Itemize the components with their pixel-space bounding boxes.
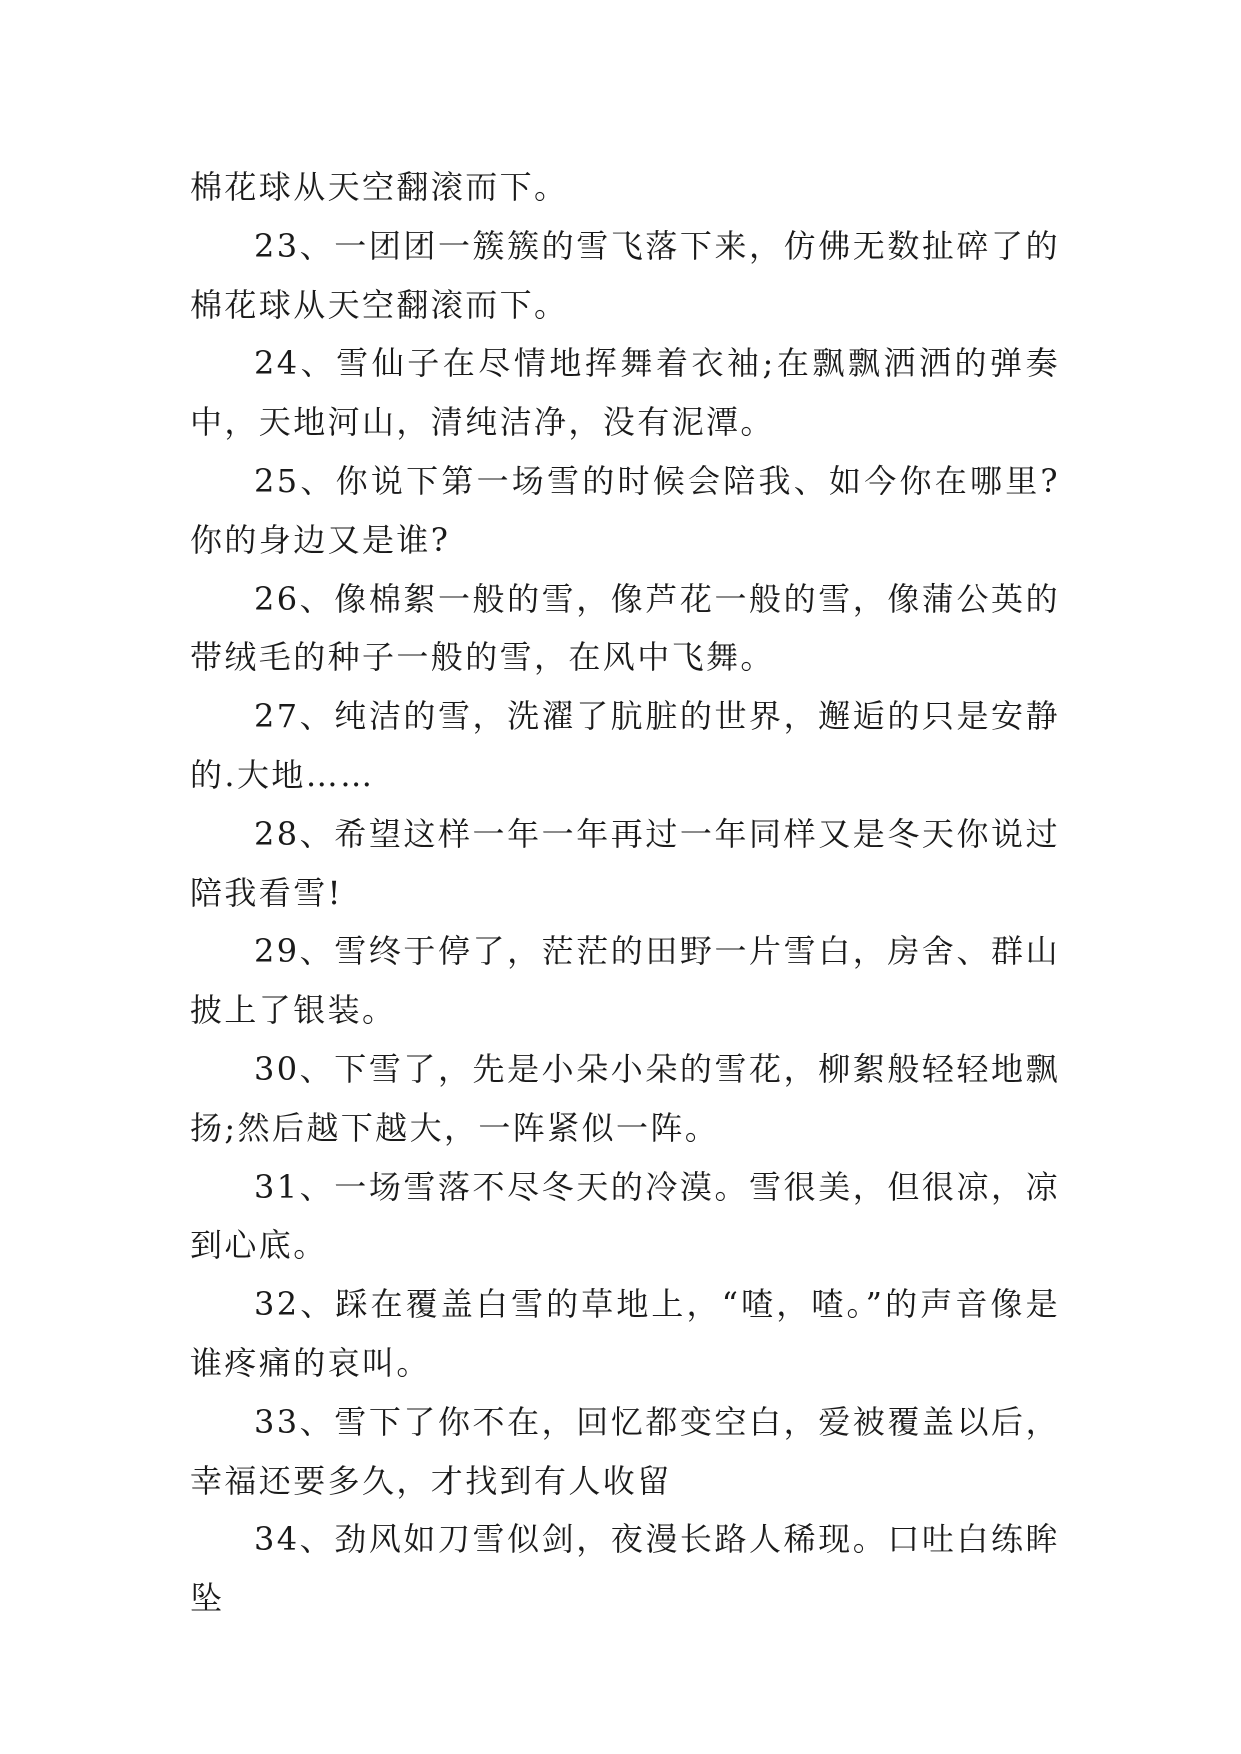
paragraph-33: 33、雪下了你不在，回忆都变空白，爱被覆盖以后，幸福还要多久，才找到有人收留 [190, 1402, 1060, 1500]
paragraph-23: 23、一团团一簇簇的雪飞落下来，仿佛无数扯碎了的棉花球从天空翻滚而下。 [190, 226, 1060, 324]
paragraph-24: 24、雪仙子在尽情地挥舞着衣袖;在飘飘洒洒的弹奏中，天地河山，清纯洁净，没有泥潭。 [190, 344, 1060, 442]
paragraph-28: 28、希望这样一年一年再过一年同样又是冬天你说过陪我看雪! [190, 814, 1060, 912]
paragraph-31: 31、一场雪落不尽冬天的冷漠。雪很美，但很凉，凉到心底。 [190, 1167, 1060, 1265]
paragraph-30: 30、下雪了，先是小朵小朵的雪花，柳絮般轻轻地飘扬;然后越下越大，一阵紧似一阵。 [190, 1049, 1060, 1147]
paragraph-29: 29、雪终于停了，茫茫的田野一片雪白，房舍、群山披上了银装。 [190, 932, 1060, 1030]
paragraph-27: 27、纯洁的雪，洗濯了肮脏的世界，邂逅的只是安静的.大地…… [190, 697, 1060, 794]
paragraph-32: 32、踩在覆盖白雪的草地上，“喳，喳。”的声音像是谁疼痛的哀叫。 [190, 1285, 1060, 1382]
paragraph-25: 25、你说下第一场雪的时候会陪我、如今你在哪里?你的身边又是谁? [190, 461, 1060, 559]
paragraph-continuation: 棉花球从天空翻滚而下。 [190, 168, 569, 206]
document-body [190, 158, 1060, 1628]
paragraph-26: 26、像棉絮一般的雪，像芦花一般的雪，像蒲公英的带绒毛的种子一般的雪，在风中飞舞。 [190, 579, 1060, 677]
paragraph-34: 34、劲风如刀雪似剑，夜漫长路人稀现。口吐白练眸坠 [190, 1520, 1060, 1618]
